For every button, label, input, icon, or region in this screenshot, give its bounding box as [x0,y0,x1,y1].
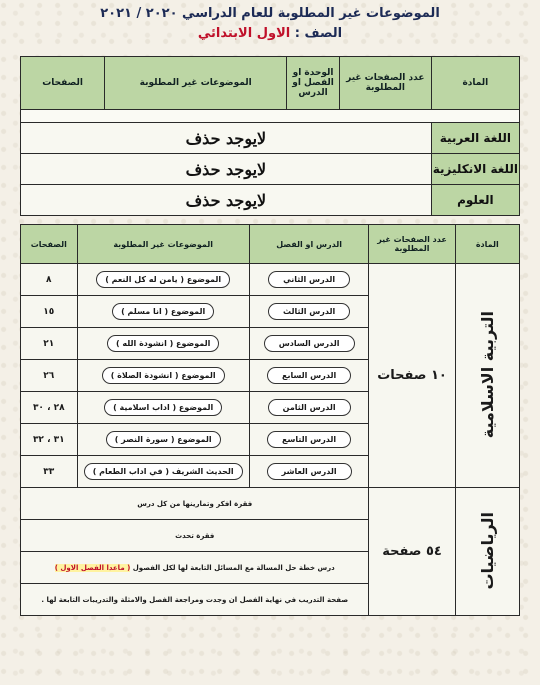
no-deletion-text: لايوجد حذف [185,159,267,179]
pages-value: ٣١ ، ٣٢ [32,434,65,445]
header-topics: الموضوعات غير المطلوبة [105,57,287,110]
pages-value: ٣٣ [43,466,55,477]
no-deletion-text: لايوجد حذف [185,128,267,148]
header-pages: الصفحات [21,57,105,110]
header-pages-count: عدد الصفحات غير المطلوبة [369,225,455,264]
topic-label: الموضوع ( انا مسلم ) [112,303,214,320]
lesson-label: الدرس السابع [267,367,351,384]
lesson-label: الدرس الثاني [268,271,350,288]
math-pages-count-cell [369,488,455,616]
topic-label: الموضوع ( انشودة الله ) [107,335,219,352]
grade-label: الصف : [290,26,343,41]
islamic-subject-cell [455,264,519,488]
math-item-highlight: ( ماعدا الفصل الاول ) [54,563,131,572]
header-topics: الموضوعات غير المطلوبة [77,225,249,264]
subject-cell: اللغة العربية [431,123,519,154]
bottom-table [20,224,520,616]
table-row [21,185,520,216]
lesson-label: الدرس السادس [264,335,355,352]
topic-label: الموضوع ( اداب اسلامية ) [104,399,222,416]
header-subject: المادة [455,225,519,264]
math-item [21,552,369,584]
header-subject: المادة [431,57,519,110]
top-table [20,56,520,216]
pages-value: ٢١ [43,338,55,349]
lesson-label: الدرس الثامن [268,399,351,416]
pages-value: ١٥ [43,306,55,317]
topic-label: الحديث الشريف ( في اداب الطعام ) [84,463,243,480]
topic-label: الموضوع ( انشودة الصلاة ) [102,367,225,384]
table-row [21,264,520,296]
pages-value: ٢٨ ، ٣٠ [32,402,65,413]
math-subject: الرياضيات [477,511,497,590]
topic-label: الموضوع ( سورة النصر ) [106,431,221,448]
subject-cell: اللغة الانكليزية [431,154,519,185]
header-pages-count: عدد الصفحات غير المطلوبة [339,57,431,110]
pages-value: ٢٦ [43,370,55,381]
table-row [21,123,520,154]
math-item: صفحة التدريب في نهاية الفصل ان وجدت ومراجعة الفصل والامثلة والتدريبات التابعة لها . [21,584,369,616]
table-row [21,488,520,520]
spacer-row [21,110,520,123]
pages-value: ٨ [46,274,52,285]
math-subject-cell [455,488,519,616]
document-title: الموضوعات غير المطلوبة للعام الدراسي ٢٠٢٠ / ٢٠٢١ [100,6,440,21]
subject-cell: العلوم [431,185,519,216]
math-pages-count: ٥٤ صفحة [382,544,442,559]
header-pages: الصفحات [21,225,78,264]
lesson-label: الدرس الثالث [268,303,350,320]
math-item: فقرة افكر وتمارينها من كل درس [21,488,369,520]
grade-line [0,26,540,41]
grade-value: الاول الابتدائي [197,26,291,41]
header-lesson: الدرس او الفصل [249,225,369,264]
math-item: فقرة تحدث [21,520,369,552]
islamic-pages-count-cell [369,264,455,488]
islamic-pages-count: ١٠ صفحات [377,368,447,383]
topic-label: الموضوع ( يامن له كل النعم ) [96,271,230,288]
lesson-label: الدرس العاشر [267,463,352,480]
no-deletion-text: لايوجد حذف [185,190,267,210]
lesson-label: الدرس التاسع [267,431,351,448]
math-item-text: درس خطة حل المسالة مع المسائل التابعة لها لكل الفصول [132,563,335,572]
islamic-subject: التربية الاسلامية [477,310,497,439]
header-unit: الوحدة او الفصل او الدرس [287,57,340,110]
table-row [21,154,520,185]
